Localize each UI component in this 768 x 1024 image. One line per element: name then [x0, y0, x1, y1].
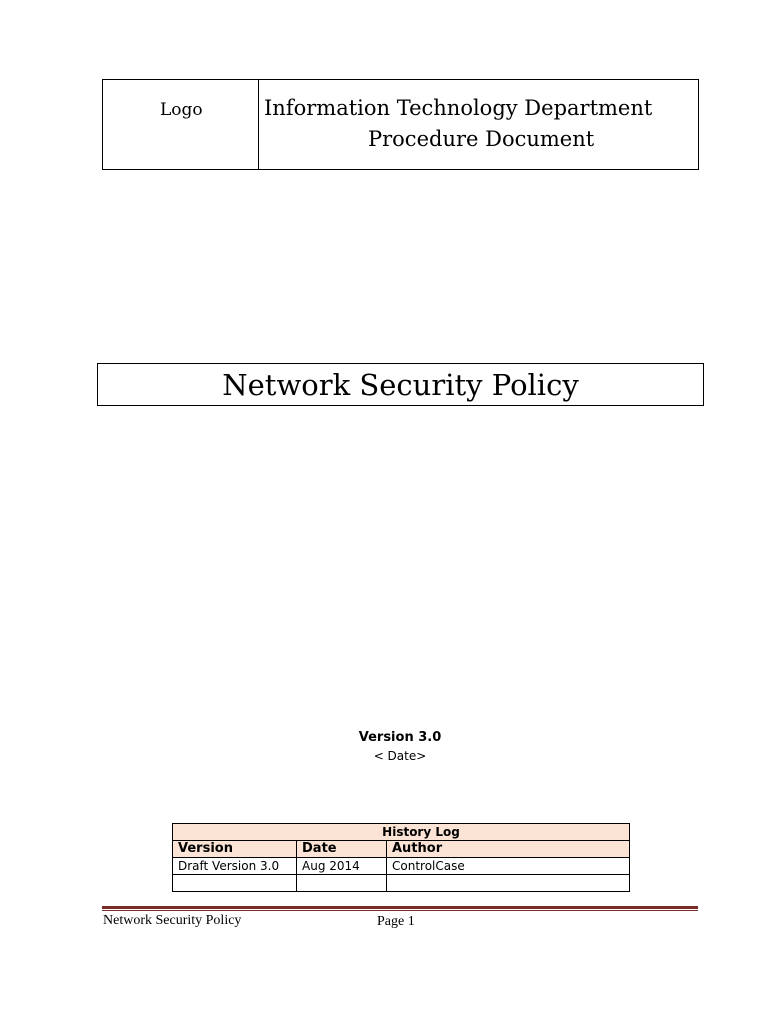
logo-cell [103, 80, 259, 169]
cell-author [387, 875, 630, 892]
footer-rule-thick [102, 906, 698, 909]
cell-author: ControlCase [387, 858, 630, 875]
version-block [0, 729, 768, 765]
column-header-date: Date [297, 841, 387, 858]
header-table [102, 79, 699, 170]
document-type: Procedure Document [368, 127, 595, 151]
column-header-author: Author [387, 841, 630, 858]
cell-date: Aug 2014 [297, 858, 387, 875]
department-name: Information Technology Department [264, 96, 653, 120]
logo-placeholder: Logo [160, 100, 203, 120]
footer-rule-thin [102, 910, 698, 911]
footer-page-number: Page 1 [377, 914, 415, 929]
footer-document-name: Network Security Policy [103, 913, 242, 928]
document-title: Network Security Policy [222, 368, 579, 402]
cell-date [297, 875, 387, 892]
table-row [173, 875, 630, 892]
version-label: Version 3.0 [358, 730, 442, 745]
history-log-caption-row [173, 824, 630, 841]
history-log-table [172, 823, 630, 892]
cell-version: Draft Version 3.0 [173, 858, 297, 875]
department-cell [259, 80, 698, 169]
date-placeholder: < Date> [373, 749, 427, 763]
title-box [97, 363, 704, 406]
history-log-header-row [173, 841, 630, 858]
table-row [173, 858, 630, 875]
cell-version [173, 875, 297, 892]
history-log-caption: History Log [173, 824, 630, 841]
column-header-version: Version [173, 841, 297, 858]
